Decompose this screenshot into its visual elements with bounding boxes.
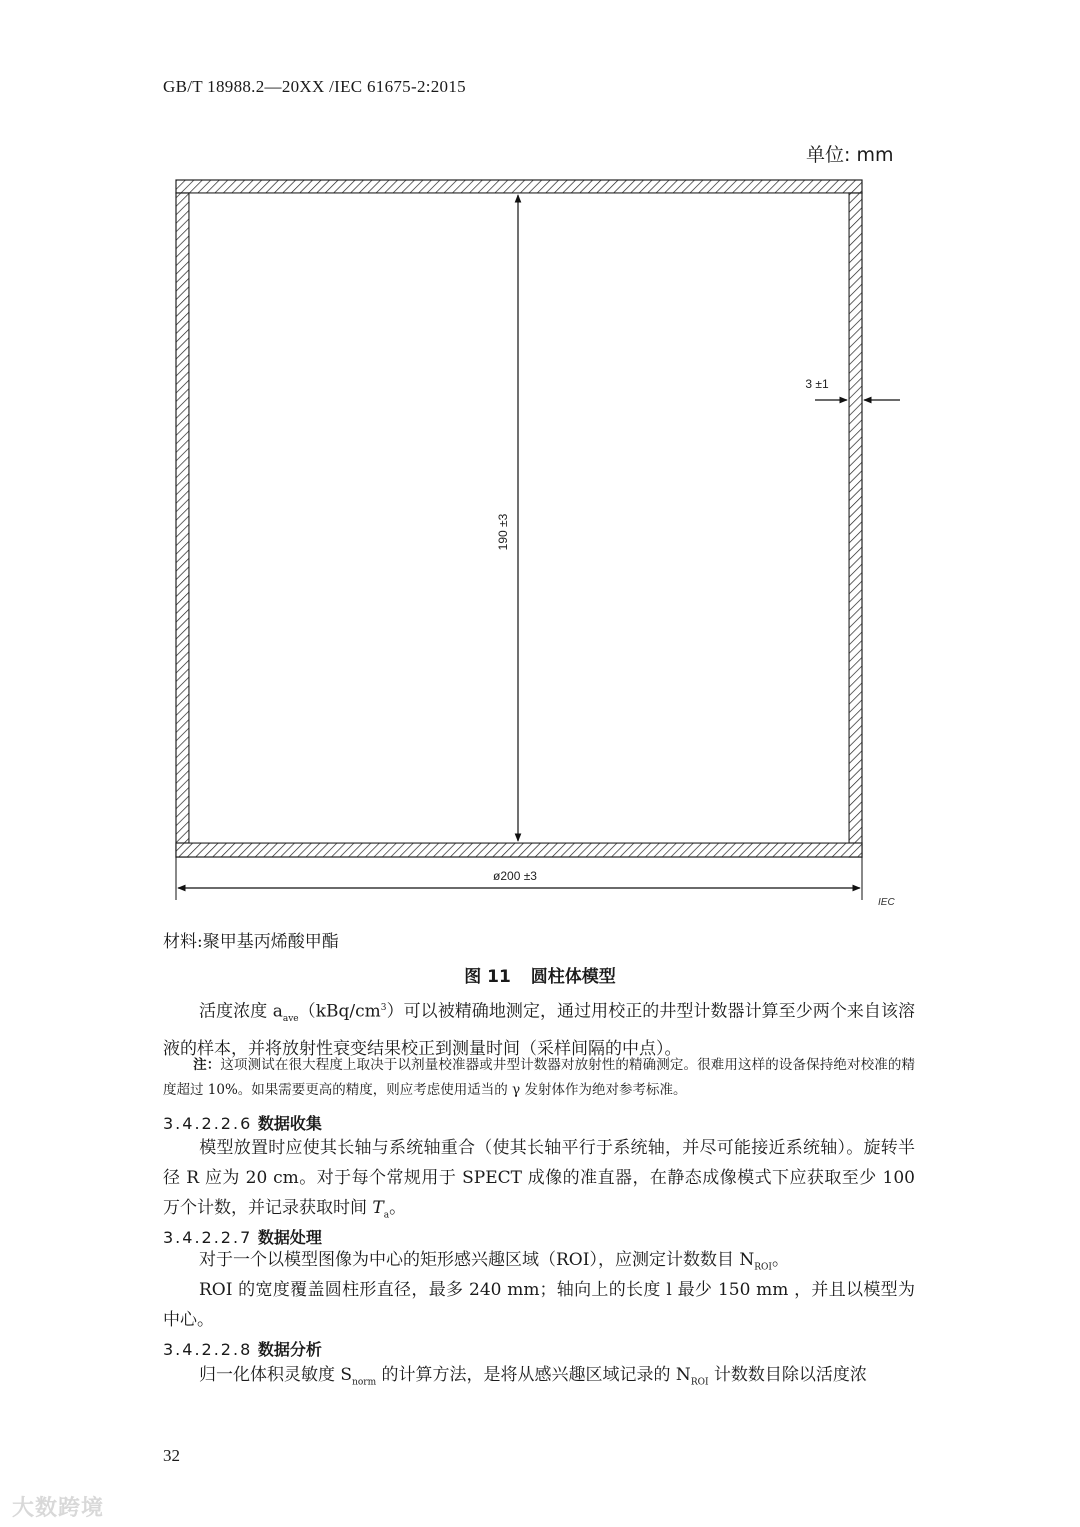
paragraph-roi-size: ROI 的宽度覆盖圆柱形直径，最多 240 mm；轴向上的长度 l 最少 150 mm ，并且以模型为中心。 <box>163 1280 915 1330</box>
paragraph-sensitivity: 归一化体积灵敏度 $S_{norm}$ 的计算方法，是将从感兴趣区域记录的 $N_{ROI}$ 计数数目除以活度浓 <box>199 1365 867 1388</box>
right-wall <box>849 193 862 857</box>
section-heading-data-collection: 3.4.2.2.6 数据收集 <box>163 1114 322 1133</box>
figure-number: 图 11 <box>464 967 511 987</box>
section-heading-data-processing: 3.4.2.2.7 数据处理 <box>163 1228 322 1247</box>
inner-cavity <box>189 193 849 843</box>
note-calibration: 注：这项测试在很大程度上取决于以剂量校准器或井型计数器对放射性的精确测定。很难用这样的设备保持绝对校准的精度超过 10%。如果需要更高的精度，则应考虑使用适当的 γ 发射体作为绝对参考标准。 <box>163 1057 916 1098</box>
watermark: 大数跨境 <box>12 1496 105 1521</box>
standard-header: GB/T 18988.2—20XX /IEC 61675-2:2015 <box>163 77 466 96</box>
section-heading-data-analysis: 3.4.2.2.8 数据分析 <box>163 1340 322 1359</box>
left-wall <box>176 193 189 857</box>
material-note: 材料:聚甲基丙烯酸甲酯 <box>163 932 339 952</box>
paragraph-activity-concentration: 活度浓度 $a_{ave}(kBq/cm^3)$可以被精确地测定，通过用校正的井型计数器计算至少两个来自该溶液的样本，并将放射性衰变结果校正到测量时间（采样间隔的中点）。 <box>163 1001 916 1060</box>
paragraph-roi-count: 对于一个以模型图像为中心的矩形感兴趣区域（ROI），应测定计数数目 $N_{ROI}$。 <box>199 1250 789 1273</box>
unit-label: 单位: mm <box>806 144 894 166</box>
wall-dimension-label: 3 ±1 <box>805 377 829 391</box>
page-number: 32 <box>163 1446 180 1465</box>
iec-mark: IEC <box>878 897 895 908</box>
bottom-wall <box>176 843 862 857</box>
top-cover <box>176 180 862 193</box>
paragraph-data-collection: 模型放置时应使其长轴与系统轴重合（使其长轴平行于系统轴，并尽可能接近系统轴）。旋转半径 R 应为 20 cm。对于每个常规用于 SPECT 成像的准直器，在静态成像模式下应获取至少 100 万个计数，并记录获取时间 $T_a$。 <box>163 1138 915 1221</box>
figure-caption <box>0 962 1080 987</box>
figure-title: 圆柱体模型 <box>530 967 616 987</box>
height-dimension-label: 190 ±3 <box>496 513 510 551</box>
diameter-dimension-label: ø200 ±3 <box>493 869 537 883</box>
